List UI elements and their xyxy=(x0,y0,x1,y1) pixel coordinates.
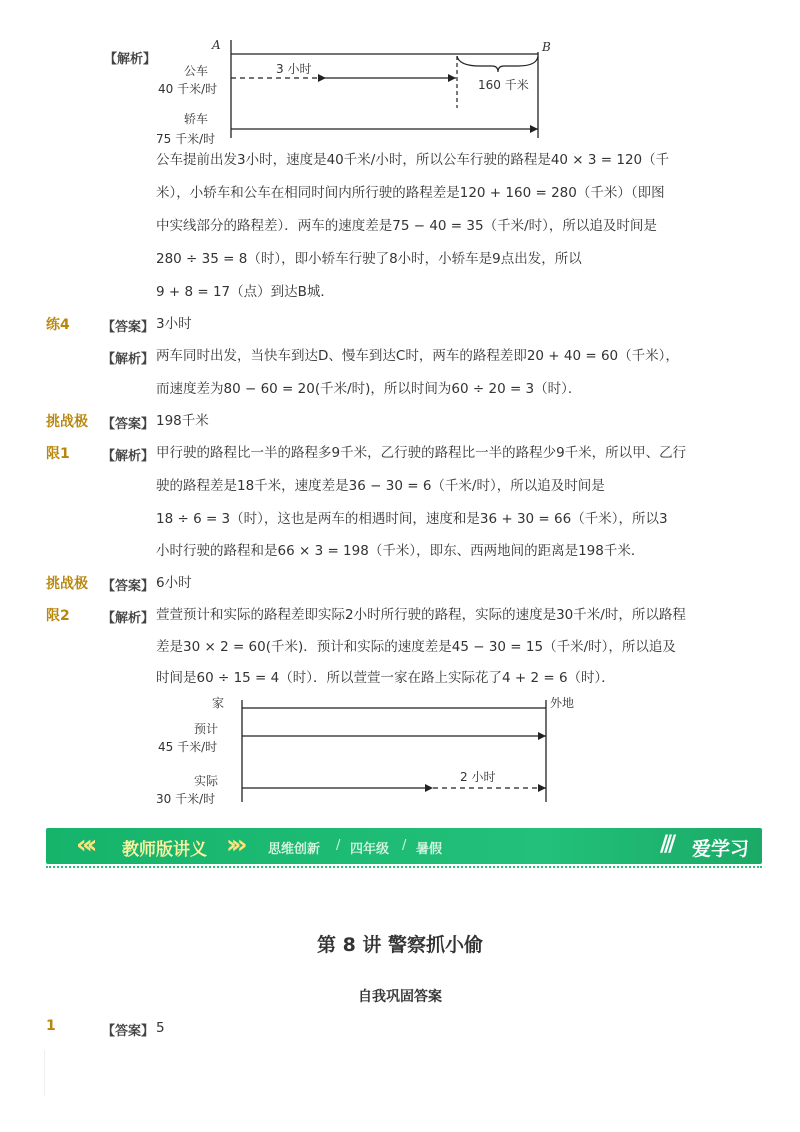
solution-line: 时间是60 ÷ 15 = 4（时）．所以萱萱一家在路上实际花了4 + 2 = 6（时）． xyxy=(156,670,615,686)
solution-line: 萱萱预计和实际的路程差即实际2小时所行驶的路程，实际的速度是30千米/时，所以路程 xyxy=(156,607,686,623)
jiexi-label: 【解析】 xyxy=(102,352,155,367)
crumb-1: 思维创新 xyxy=(268,842,321,857)
solution-line: 差是30 × 2 = 60(千米)．预计和实际的速度差是45 − 30 = 15（千米/时），所以追及 xyxy=(156,639,676,655)
point-b: B xyxy=(542,40,551,54)
section-subtitle: 自我巩固答案 xyxy=(358,989,442,1005)
crumb-3: 暑假 xyxy=(416,842,443,857)
solution-line: 9 + 8 = 17（点）到达B城． xyxy=(156,284,334,300)
solution-line: 公车提前出发3小时，速度是40千米/小时，所以公车行驶的路程是40 × 3 = 120（千 xyxy=(156,152,670,168)
plan-speed: 45 千米/时 xyxy=(158,740,218,754)
plan-label: 预计 xyxy=(194,722,219,736)
real-label: 实际 xyxy=(194,774,219,788)
jiexi-label: 【解析】 xyxy=(102,449,155,464)
head-start-label: 3 小时 xyxy=(276,62,312,76)
brand-logo-icon: /// xyxy=(660,832,673,857)
car-label: 轿车 xyxy=(184,112,209,126)
solution-line: 280 ÷ 35 = 8（时），即小轿车行驶了8小时，小轿车是9点出发，所以 xyxy=(156,251,582,267)
banner-divider xyxy=(46,866,762,868)
solution-line: 米），小轿车和公车在相同时间内所行驶的路程差是120 + 160 = 280（千米）（即图 xyxy=(156,185,665,201)
problem-tag: 限2 xyxy=(46,608,70,624)
crumb-sep: / xyxy=(402,838,407,853)
answer-value: 3小时 xyxy=(156,316,192,332)
gap-label: 160 千米 xyxy=(478,78,529,92)
solution-line: 而速度差为80 − 60 = 20(千米/时)，所以时间为60 ÷ 20 = 3（时）． xyxy=(156,381,582,397)
answer-value: 6小时 xyxy=(156,575,192,591)
brand-name: 爱学习 xyxy=(692,838,750,860)
dest-label: 外地 xyxy=(550,696,575,710)
answer-value: 5 xyxy=(156,1020,165,1036)
left-margin-rule xyxy=(44,1050,45,1096)
problem-tag: 练4 xyxy=(46,317,70,333)
crumb-sep: / xyxy=(336,838,341,853)
home-label: 家 xyxy=(212,696,225,710)
solution-line: 中实线部分的路程差）．两车的速度差是75 − 40 = 35（千米/时），所以追及时间是 xyxy=(156,218,657,234)
answer-label: 【答案】 xyxy=(102,417,155,432)
edition-label: 教师版讲义 xyxy=(122,840,207,860)
answer-label: 【答案】 xyxy=(102,1024,155,1039)
jiexi-label: 【解析】 xyxy=(104,52,157,67)
solution-line: 甲行驶的路程比一半的路程多9千米，乙行驶的路程比一半的路程少9千米，所以甲、乙行 xyxy=(156,445,687,461)
chevrons-right-icon: ›» xyxy=(226,830,242,860)
solution-line: 小时行驶的路程和是66 × 3 = 198（千米），即东、西两地间的距离是198千米． xyxy=(156,543,645,559)
lecture-title: 第 8 讲 警察抓小偷 xyxy=(316,934,484,956)
header-banner xyxy=(46,828,762,864)
solution-line: 18 ÷ 6 = 3（时），这也是两车的相遇时间，速度和是36 + 30 = 66（千米），所以3 xyxy=(156,511,668,527)
chevrons-left-icon: «‹ xyxy=(76,830,92,860)
answer-label: 【答案】 xyxy=(102,579,155,594)
problem-tag: 限1 xyxy=(46,446,70,462)
crumb-2: 四年级 xyxy=(350,842,390,857)
solution-line: 驶的路程差是18千米，速度差是36 − 30 = 6（千米/时），所以追及时间是 xyxy=(156,478,605,494)
extra-time-label: 2 小时 xyxy=(460,770,496,784)
challenge-tag: 挑战极 xyxy=(46,576,88,592)
point-a: A xyxy=(212,38,221,52)
real-speed: 30 千米/时 xyxy=(156,792,216,806)
question-number: 1 xyxy=(46,1018,56,1034)
challenge-tag: 挑战极 xyxy=(46,414,88,430)
top-diagram xyxy=(100,38,580,148)
solution-line: 两车同时出发，当快车到达D、慢车到达C时，两车的路程差即20 + 40 = 60（千米）， xyxy=(156,348,679,364)
car-speed: 75 千米/时 xyxy=(156,132,216,146)
bus-label: 公车 xyxy=(184,64,209,78)
bus-speed: 40 千米/时 xyxy=(158,82,218,96)
answer-label: 【答案】 xyxy=(102,320,155,335)
bottom-diagram xyxy=(150,692,610,812)
jiexi-label: 【解析】 xyxy=(102,611,155,626)
answer-value: 198千米 xyxy=(156,413,209,429)
